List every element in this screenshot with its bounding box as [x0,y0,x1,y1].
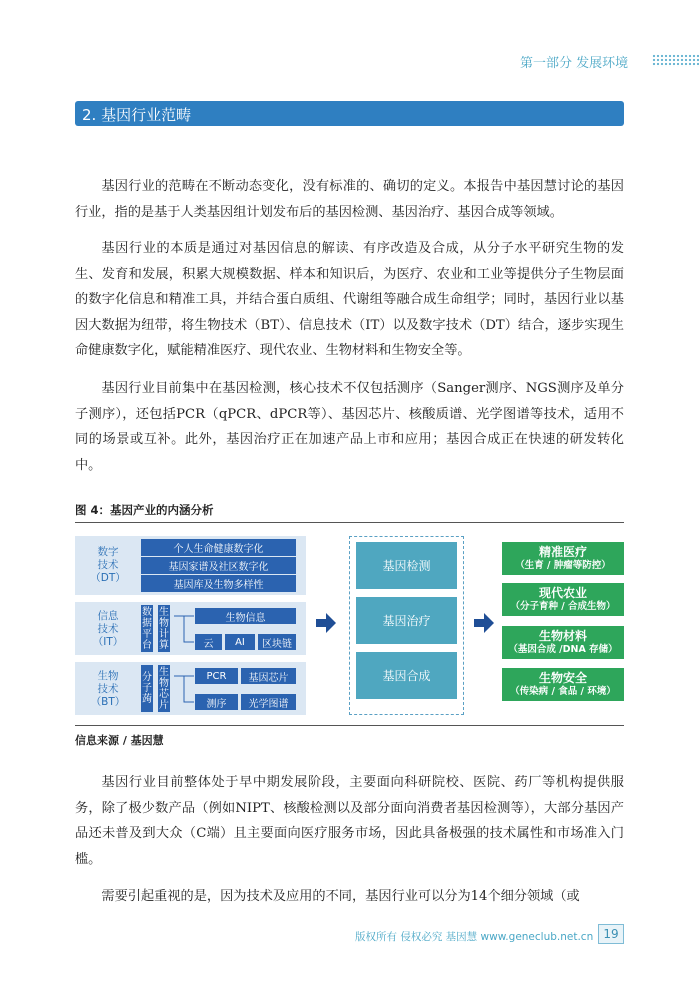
bt-pcr: PCR [195,668,238,684]
dt-row-2: 基因家谱及社区数字化 [141,557,296,574]
it-ai: AI [225,634,255,650]
bt-sequencing: 测序 [195,694,238,710]
paragraph-5: 需要引起重视的是，因为技术及应用的不同，基因行业可以分为14个细分领域（或 [101,889,580,904]
paragraph-4: 基因行业目前整体处于早中期发展阶段，主要面向科研院校、医院、药厂等机构提供服务，除了极少数产品（例如NIPT、核酸检测以及部分面向消费者基因检测等），大部分基因产品还未普及到大众（C端）且主要面向医疗服务市场，因此具备极强的技术属性和市场准入门槛。 [75,775,624,867]
bt-label: 生物 技术 （BT） [90,669,126,708]
arrow-right-icon [474,612,496,634]
outcome-modern-agriculture: 现代农业 （分子育种 / 合成生物） [502,583,624,616]
mid-gene-synthesis: 基因合成 [356,652,457,699]
page-number: 19 [598,924,624,944]
it-col-data-platform: 数据平台 [142,606,152,651]
figure-bottom-rule [75,725,624,726]
bt-col-molecular: 分子蒟 [141,665,153,712]
dt-row-1: 个人生命健康数字化 [141,539,296,556]
it-col-bio-computing: 生物计算 [159,606,169,651]
bt-optical-mapping: 光学图谱 [241,694,296,710]
paragraph-3: 基因行业目前集中在基因检测，核心技术不仅包括测序（Sanger测序、NGS测序及单分子测序），还包括PCR（qPCR、dPCR等）、基因芯片、核酸质谱、光学图谱等技术，适用不同的场景或互补。此外，基因治疗正在加速产品上市和应用；基因合成正在快速的研发转化中。 [75,381,624,473]
outcome-biomaterials: 生物材料 （基因合成 /DNA 存储） [502,626,624,659]
bt-gene-chip: 基因芯片 [241,668,296,684]
it-cloud: 云 [195,634,222,650]
figure-source: 信息来源 / 基因慧 [75,734,164,747]
section-title: 2. 基因行业范畴 [82,106,192,124]
figure-title: 图 4：基因产业的内涵分析 [75,503,214,517]
dt-row-3: 基因库及生物多样性 [141,575,296,592]
mid-gene-therapy: 基因治疗 [356,597,457,644]
figure-top-rule [75,522,624,523]
paragraph-2: 基因行业的本质是通过对基因信息的解读、有序改造及合成，从分子水平研究生物的发生、发育和发展，积累大规模数据、样本和知识后，为医疗、农业和工业等提供分子生物层面的数字化信息和精准工具，并结合蛋白质组、代谢组等融合成生命组学；同时，基因行业以基因大数据为纽带，将生物技术（BT）、信息技术（IT）以及数字技术（DT）结合，逐步实现生命健康数字化，赋能精准医疗、现代农业、生物材料和生物安全等。 [75,241,624,358]
paragraph-1: 基因行业的范畴在不断动态变化，没有标准的、确切的定义。本报告中基因慧讨论的基因行业，指的是基于人类基因组计划发布后的基因检测、基因治疗、基因合成等领域。 [75,179,624,220]
outcome-precision-medicine: 精准医疗 （生育 / 肿瘤等防控） [502,542,624,575]
bracket-connectors [172,600,196,716]
arrow-right-icon [316,612,338,634]
outcome-biosafety: 生物安全 （传染病 / 食品 / 环境） [502,668,624,701]
footer-copyright: 版权所有 侵权必究 基因慧 www.geneclub.net.cn [355,931,594,943]
it-blockchain: 区块链 [258,634,296,650]
running-header: 第一部分 发展环境 [520,56,629,71]
it-bioinformatics: 生物信息 [195,608,296,624]
bt-col-biochip: 生物芯片 [159,666,169,711]
mid-gene-testing: 基因检测 [356,542,457,589]
dt-label: 数字 技术 （DT） [90,546,126,584]
header-dot-pattern [652,54,699,67]
it-label: 信息 技术 （IT） [92,609,124,648]
